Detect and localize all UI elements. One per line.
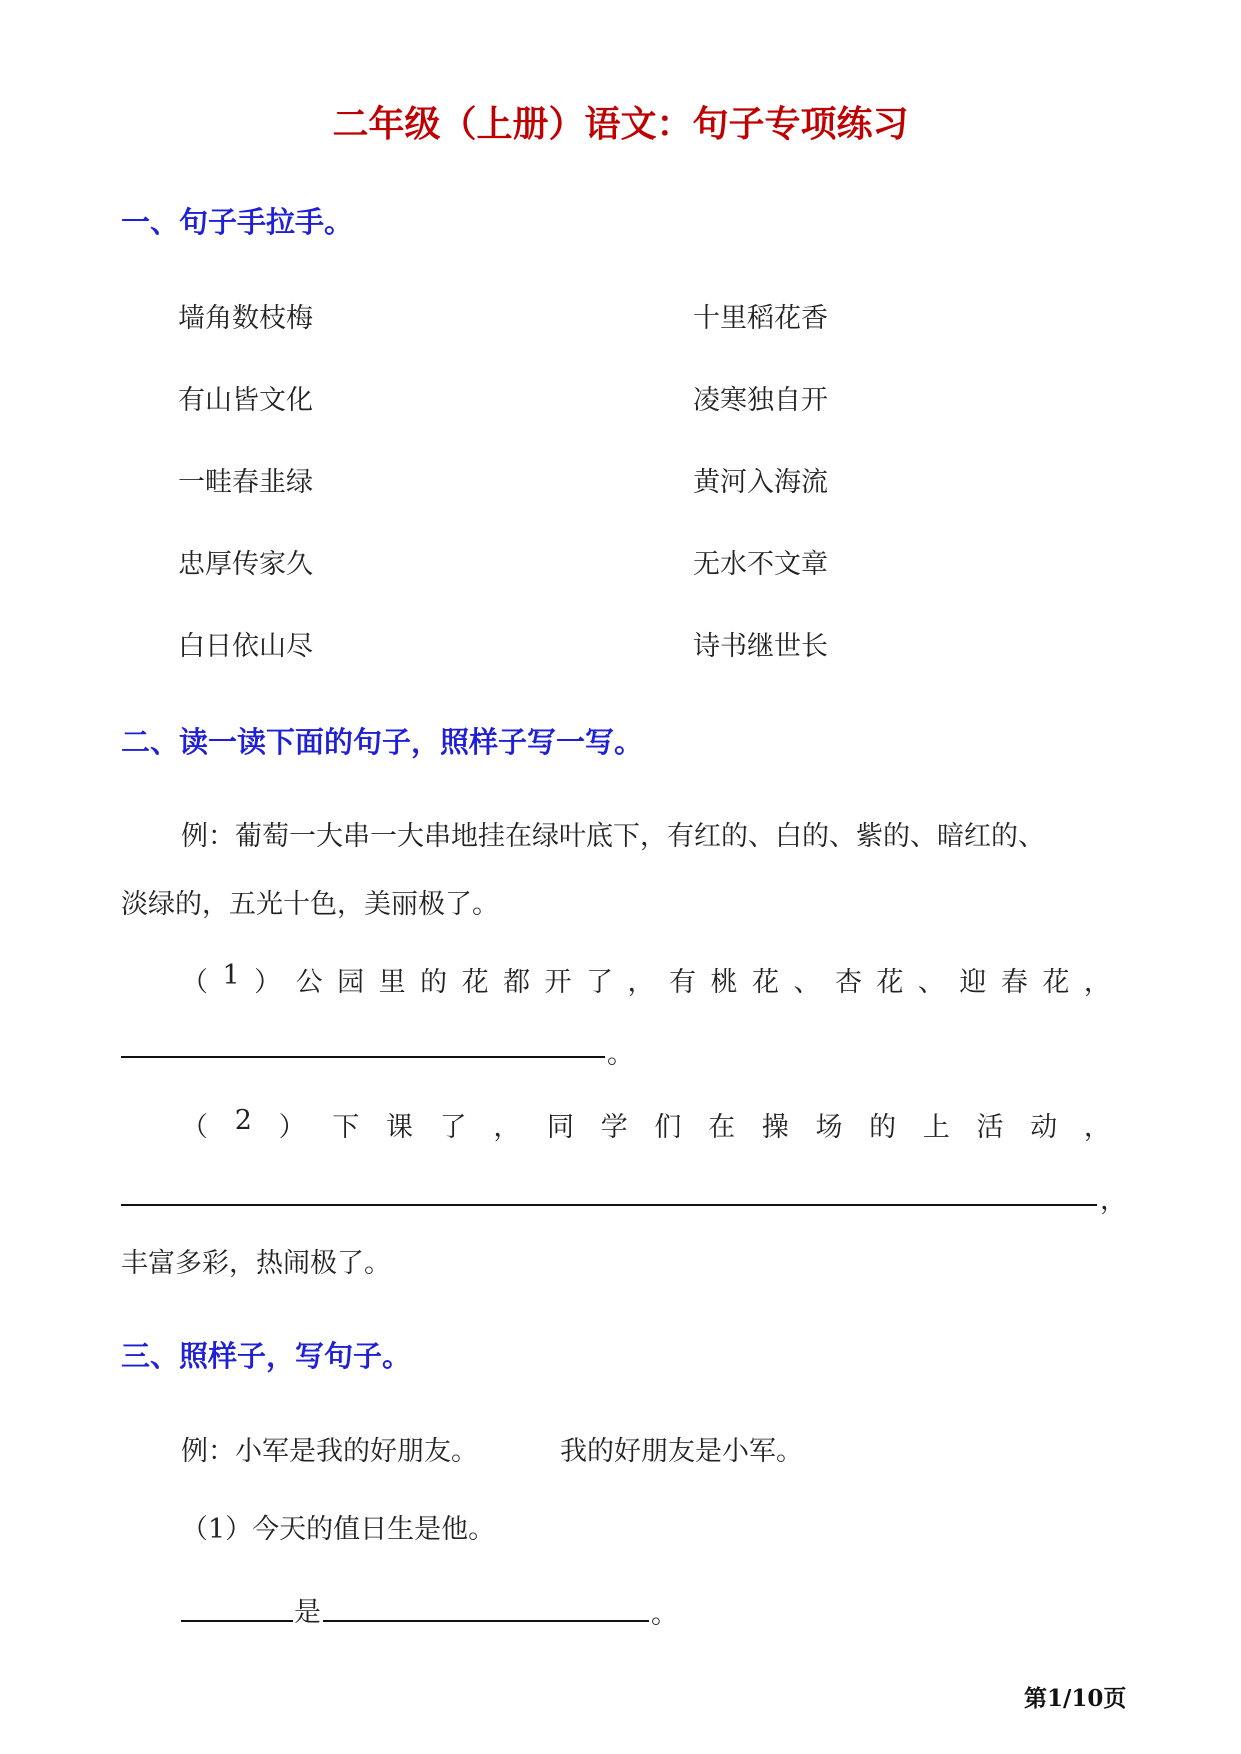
q2-char: 动 [1030, 1112, 1058, 1143]
q2-char: ， [493, 1112, 521, 1143]
q1-char: 园 [337, 967, 365, 998]
question-2-line [181, 1105, 1111, 1144]
section-2-heading: 二、读一读下面的句子，照样子写一写。 [121, 725, 644, 759]
q2-end-punct: ， [1100, 1185, 1127, 1216]
q2-char: 课 [385, 1112, 413, 1143]
fill-mid-word: 是 [294, 1597, 321, 1628]
q2-char: 下 [332, 1112, 360, 1143]
example-a: 例：小军是我的好朋友。 [181, 1436, 478, 1467]
page-number: 第1/10页 [1024, 1685, 1127, 1712]
q1-char: 迎 [959, 967, 987, 998]
right-phrase: 凌寒独自开 [693, 385, 828, 416]
question-1-line [181, 960, 1111, 999]
answer-blank-subject[interactable] [181, 1620, 293, 1622]
q1-char: 开 [544, 967, 572, 998]
q2-char: 的 [869, 1112, 897, 1143]
q2-continuation: 丰富多彩，热闹极了。 [121, 1248, 391, 1279]
q1-char: ， [1083, 967, 1111, 998]
fill-end-punct: 。 [651, 1599, 678, 1630]
left-phrase: 忠厚传家久 [178, 549, 313, 580]
left-phrase: 有山皆文化 [178, 385, 313, 416]
right-phrase: 黄河入海流 [693, 467, 828, 498]
page-title: 二年级（上册）语文：句子专项练习 [332, 103, 909, 145]
q1-char: 、 [793, 967, 821, 998]
q2-char: 操 [761, 1112, 789, 1143]
q2-char: ） [278, 1112, 306, 1143]
q1-char: 了 [586, 967, 614, 998]
q1-char: 杏 [834, 967, 862, 998]
q2-char: 2 [234, 1105, 252, 1136]
right-phrase: 十里稻花香 [693, 303, 828, 334]
right-phrase: 诗书继世长 [693, 631, 828, 662]
q1-char: 里 [378, 967, 406, 998]
q2-char: 上 [922, 1112, 950, 1143]
section-1-heading: 一、句子手拉手。 [121, 205, 354, 239]
q1-char: 花 [461, 967, 489, 998]
q1-char: 花 [751, 967, 779, 998]
q1-char: 1 [222, 960, 240, 991]
q2-char: 场 [815, 1112, 843, 1143]
q1-char: 公 [295, 967, 323, 998]
left-phrase: 白日依山尽 [178, 631, 313, 662]
q2-char: 们 [654, 1112, 682, 1143]
example-b: 我的好朋友是小军。 [560, 1436, 803, 1467]
q1-char: 桃 [710, 967, 738, 998]
q1-char: 春 [1000, 967, 1028, 998]
q1-char: 、 [917, 967, 945, 998]
q1-char: （ [181, 967, 208, 998]
q1-end-punct: 。 [607, 1039, 634, 1070]
q1-char: 花 [1042, 967, 1070, 998]
q2-char: 活 [976, 1112, 1004, 1143]
right-phrase: 无水不文章 [693, 549, 828, 580]
q2-char: （ [181, 1112, 208, 1143]
q1-char: ， [627, 967, 655, 998]
q2-char: 在 [708, 1112, 736, 1143]
q1-char: 都 [503, 967, 531, 998]
example-sentence-line2: 淡绿的，五光十色，美丽极了。 [121, 889, 499, 920]
section-3-heading: 三、照样子，写句子。 [121, 1339, 412, 1373]
q1-char: 有 [669, 967, 696, 998]
q1-char: 的 [420, 967, 448, 998]
q1-char: 花 [876, 967, 904, 998]
left-phrase: 一畦春韭绿 [178, 467, 313, 498]
q2-char: 同 [547, 1112, 574, 1143]
question-3-1: （1）今天的值日生是他。 [181, 1514, 496, 1545]
q1-char: ） [254, 967, 282, 998]
q2-char: 了 [439, 1112, 467, 1143]
answer-blank-q2[interactable] [121, 1204, 1097, 1206]
left-phrase: 墙角数枝梅 [178, 303, 313, 334]
q2-char: ， [1083, 1112, 1111, 1143]
answer-blank-predicate[interactable] [323, 1620, 649, 1622]
answer-blank-q1[interactable] [121, 1056, 605, 1058]
q2-char: 学 [600, 1112, 628, 1143]
example-sentence-line1: 例：葡萄一大串一大串地挂在绿叶底下，有红的、白的、紫的、暗红的、 [181, 821, 1045, 852]
